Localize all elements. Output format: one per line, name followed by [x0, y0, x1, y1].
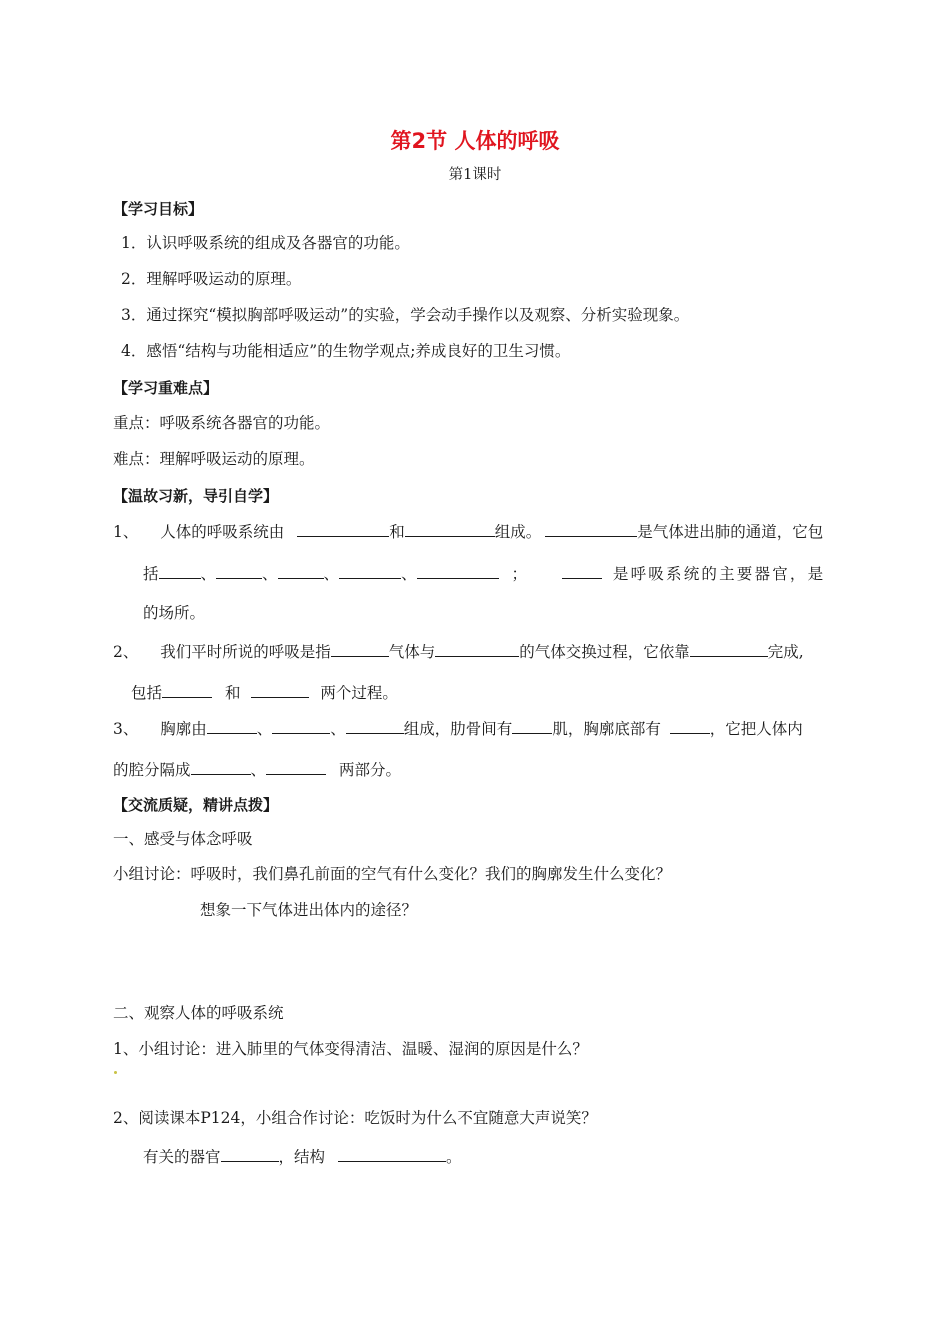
goal-item-4: 4．感悟“结构与功能相适应”的生物学观点;养成良好的卫生习惯。: [121, 342, 571, 360]
question-2-line-1: [113, 640, 804, 662]
key-point: 重点：呼吸系统各器官的功能。: [113, 414, 331, 432]
text-segment: 肌，胸廓底部有: [552, 720, 661, 738]
question-3-line-1: [113, 717, 803, 739]
section-heading-keypoints: 【学习重难点】: [113, 379, 219, 397]
section-heading-goals: 【学习目标】: [113, 200, 204, 218]
separator: 、: [330, 720, 346, 738]
fill-blank[interactable]: [562, 562, 602, 579]
goal-item-1: 1．认识呼吸系统的组成及各器官的功能。: [121, 234, 410, 252]
question-1-line-3: 的场所。: [143, 604, 206, 622]
text-segment: 两个过程。: [320, 684, 398, 702]
fill-blank[interactable]: [216, 562, 262, 579]
fill-blank[interactable]: [191, 758, 251, 775]
separator: 、: [250, 761, 267, 779]
text-segment: 组成，肋骨间有: [403, 720, 513, 738]
text-segment: 两部分。: [338, 761, 401, 779]
page-title: 第2节 人体的呼吸: [390, 129, 560, 153]
fill-blank[interactable]: [405, 520, 495, 537]
question-number: 2、: [113, 643, 139, 661]
fill-blank[interactable]: [278, 562, 324, 579]
text-segment: ，它把人体内: [709, 720, 803, 738]
fill-blank[interactable]: [272, 717, 330, 734]
separator: 、: [401, 565, 417, 583]
text-segment: 完成,: [767, 643, 804, 661]
discussion-1b: 想象一下气体进出体内的途径？: [200, 901, 418, 919]
page-subtitle: 第1课时: [448, 167, 502, 183]
section-heading-discussion: 【交流质疑，精讲点拨】: [113, 796, 279, 814]
fill-blank[interactable]: [331, 640, 389, 657]
text-segment: 气体与: [388, 643, 436, 661]
difficult-point: 难点：理解呼吸运动的原理。: [113, 450, 315, 468]
text-segment: 的气体交换过程，它依靠: [519, 643, 690, 661]
question-3-line-2: [113, 758, 401, 780]
text-segment: 胸廓由: [160, 720, 207, 738]
question-number: 1、: [113, 523, 139, 541]
fill-blank[interactable]: [512, 717, 552, 734]
part-2-question-1: 1、小组讨论：进入肺里的气体变得清洁、温暖、湿润的原因是什么？: [113, 1040, 588, 1058]
fill-blank[interactable]: [221, 1145, 279, 1162]
discussion-1: 小组讨论：呼吸时，我们鼻孔前面的空气有什么变化？我们的胸廓发生什么变化？: [113, 865, 672, 883]
fill-blank[interactable]: [346, 717, 404, 734]
part-2-title: 二、观察人体的呼吸系统: [113, 1004, 284, 1022]
fill-blank[interactable]: [545, 520, 637, 537]
separator: ；: [511, 565, 528, 583]
part-1-title: 一、感受与体念呼吸: [113, 830, 253, 848]
fill-blank[interactable]: [297, 520, 389, 537]
question-2-line-2: [131, 681, 398, 703]
fill-blank[interactable]: [162, 681, 212, 698]
section-heading-review: 【温故习新，导引自学】: [113, 487, 279, 505]
fill-blank[interactable]: [339, 562, 401, 579]
text-segment: 人体的呼吸系统由: [160, 523, 285, 541]
part-2-question-2b: [143, 1145, 461, 1167]
fill-blank[interactable]: [338, 1145, 446, 1162]
fill-blank[interactable]: [435, 640, 519, 657]
text-segment: 和: [224, 684, 241, 702]
text-segment: 是呼吸系统的主要器官，是: [612, 565, 826, 583]
goal-item-2: 2．理解呼吸运动的原理。: [121, 270, 302, 288]
goal-item-3: 3．通过探究“模拟胸部呼吸运动”的实验，学会动手操作以及观察、分析实验现象。: [121, 306, 690, 324]
text-segment: 有关的器官: [143, 1148, 221, 1166]
question-1-line-1: [113, 520, 823, 542]
fill-blank[interactable]: [251, 681, 309, 698]
fill-blank[interactable]: [690, 640, 768, 657]
question-number: 3、: [113, 720, 139, 738]
separator: 、: [256, 720, 273, 738]
fill-blank[interactable]: [670, 717, 710, 734]
text-segment: 是气体进出肺的通道，它包: [637, 523, 824, 541]
fill-blank[interactable]: [159, 562, 201, 579]
text-segment: ，结构: [278, 1148, 326, 1166]
text-segment: 我们平时所说的呼吸是指: [160, 643, 331, 661]
fill-blank[interactable]: [266, 758, 326, 775]
text-segment: 和: [389, 523, 405, 541]
text-segment: 。: [445, 1148, 462, 1166]
text-segment: 组成。: [494, 523, 542, 541]
fill-blank[interactable]: [417, 562, 499, 579]
question-1-line-2: [143, 562, 825, 584]
part-2-question-2: 2、阅读课本P124，小组合作讨论：吃饭时为什么不宜随意大声说笑？: [113, 1109, 597, 1127]
stray-mark: [114, 1071, 117, 1074]
text-segment: 括: [143, 565, 159, 583]
text-segment: 的腔分隔成: [113, 761, 191, 779]
text-segment: 包括: [131, 684, 163, 702]
separator: 、: [200, 565, 217, 583]
separator: 、: [262, 565, 278, 583]
fill-blank[interactable]: [207, 717, 257, 734]
separator: 、: [323, 565, 340, 583]
